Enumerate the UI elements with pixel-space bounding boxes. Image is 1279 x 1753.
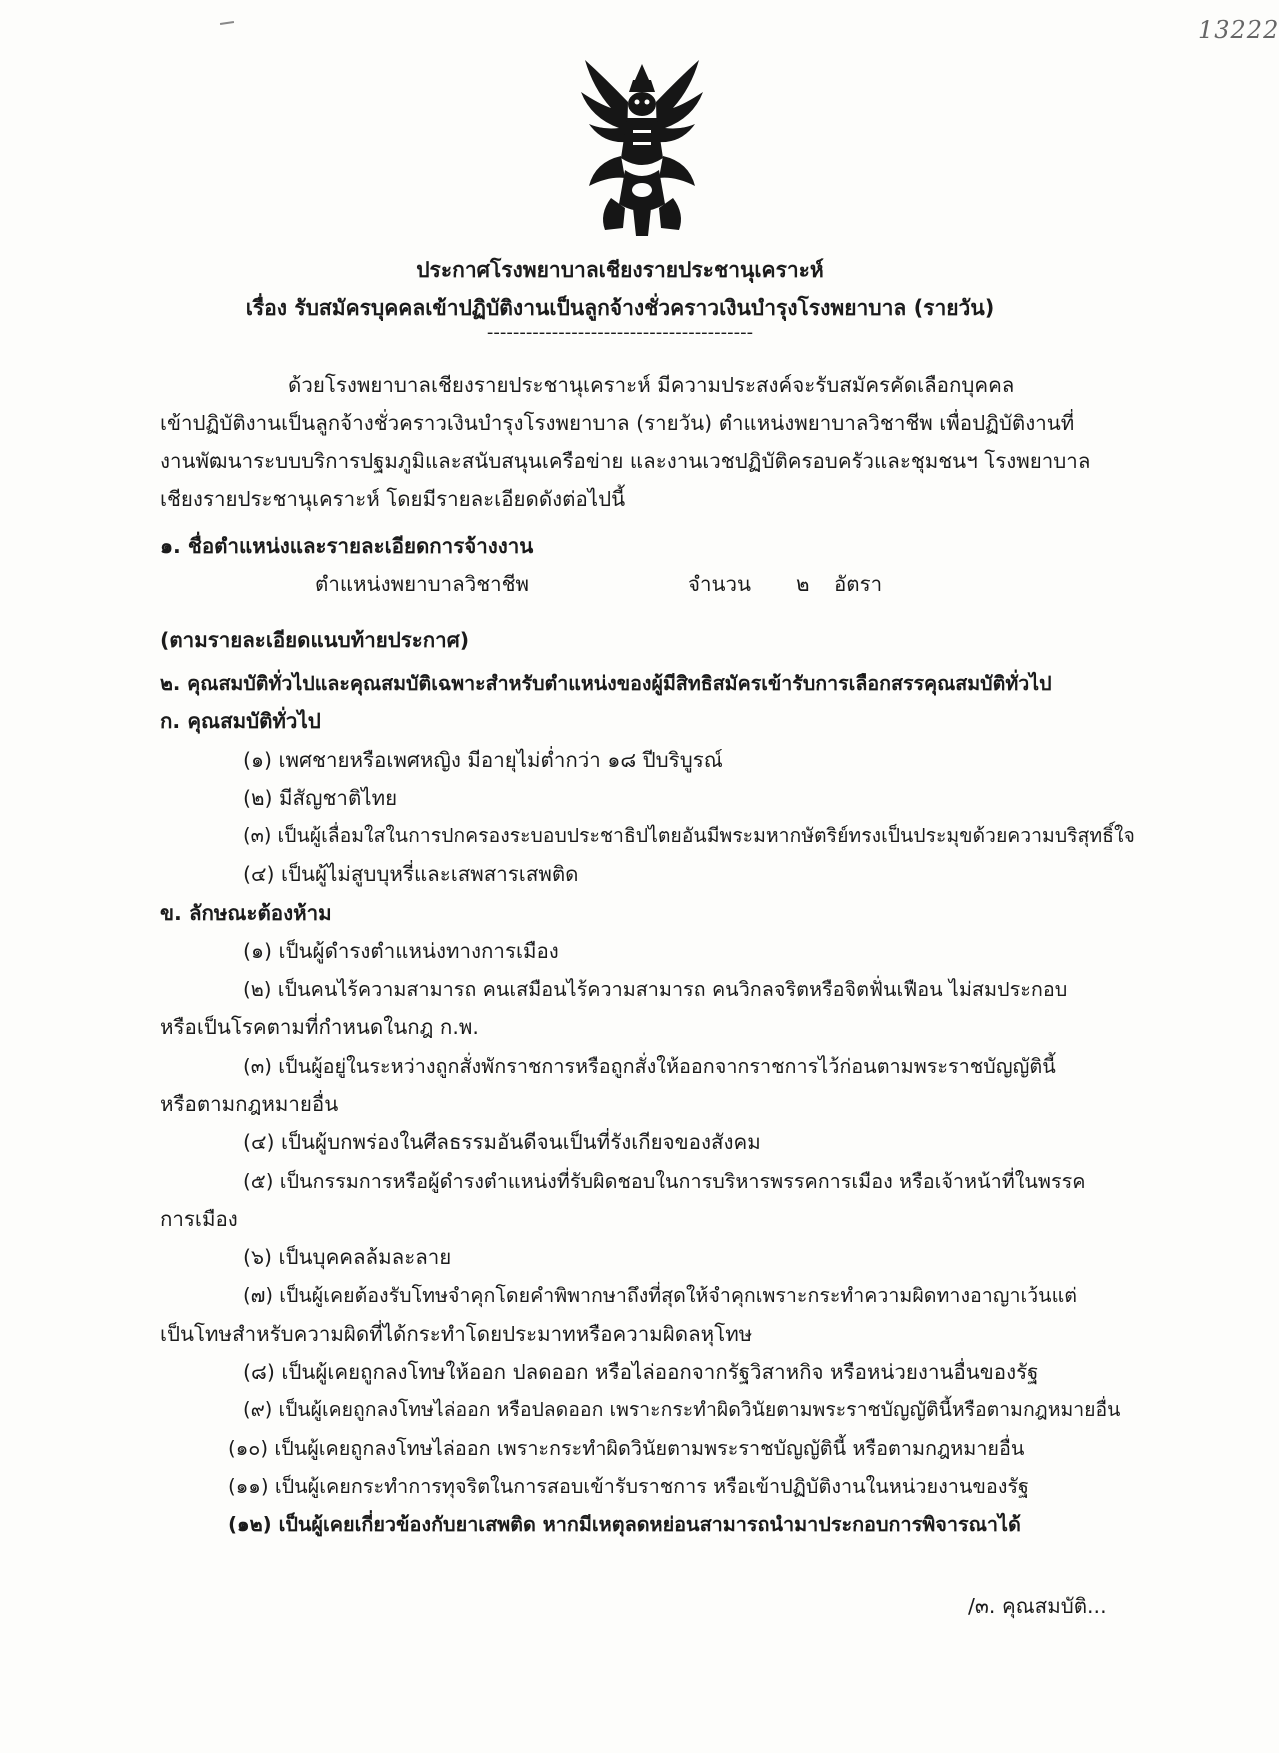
prohibited-item: (๔) เป็นผู้บกพร่องในศีลธรรมอันดีจนเป็นที่รังเกียจของสังคม [243,1130,761,1154]
general-item: (๔) เป็นผู้ไม่สูบบุหรี่และเสพสารเสพติด [243,862,579,886]
intro-line: งานพัฒนาระบบบริการปฐมภูมิและสนับสนุนเครือข่าย และงานเวชปฏิบัติครอบครัวและชุมชนฯ โรงพยาบาล [160,449,1091,473]
prohibited-heading: ข. ลักษณะต้องห้าม [160,901,332,925]
intro-line: ด้วยโรงพยาบาลเชียงรายประชานุเคราะห์ มีความประสงค์จะรับสมัครคัดเลือกบุคคล [288,373,1015,397]
announcement-subject: เรื่อง รับสมัครบุคคลเข้าปฏิบัติงานเป็นลูกจ้างชั่วคราวเงินบำรุงโรงพยาบาล (รายวัน) [245,296,995,320]
general-item: (๒) มีสัญชาติไทย [243,786,398,810]
prohibited-item: (๒) เป็นคนไร้ความสามารถ คนเสมือนไร้ความสามารถ คนวิกลจริตหรือจิตฟั่นเฟือน ไม่สมประกอบ [243,978,1068,1001]
general-item: (๑) เพศชายหรือเพศหญิง มีอายุไม่ต่ำกว่า ๑๘ ปีบริบูรณ์ [243,748,723,772]
prohibited-item-cont: เป็นโทษสำหรับความผิดที่ได้กระทำโดยประมาทหรือความผิดลหุโทษ [160,1322,753,1346]
general-item: (๓) เป็นผู้เลื่อมใสในการปกครองระบอบประชาธิปไตยอันมีพระมหากษัตริย์ทรงเป็นประมุขด้วยความบริสุทธิ์ใจ [243,824,1135,847]
prohibited-item-cont: การเมือง [160,1207,238,1231]
section1-heading: ๑. ชื่อตำแหน่งและรายละเอียดการจ้างงาน [160,534,534,558]
prohibited-item: (๕) เป็นกรรมการหรือผู้ดำรงตำแหน่งที่รับผิดชอบในการบริหารพรรคการเมือง หรือเจ้าหน้าที่ในพรรค [243,1170,1086,1193]
continuation-note: /๓. คุณสมบัติ... [968,1594,1107,1618]
section2-heading: ๒. คุณสมบัติทั่วไปและคุณสมบัติเฉพาะสำหรับตำแหน่งของผู้มีสิทธิสมัครเข้ารับการเลือกสรรคุณสมบัติทั่วไป [160,672,1052,695]
count-value: ๒ [796,572,810,596]
prohibited-item: (๑๐) เป็นผู้เคยถูกลงโทษไล่ออก เพราะกระทำผิดวินัยตามพระราชบัญญัตินี้ หรือตามกฎหมายอื่น [228,1437,1025,1460]
stray-mark [220,21,234,25]
garuda-emblem [575,58,710,240]
prohibited-item: (๑) เป็นผู้ดำรงตำแหน่งทางการเมือง [243,939,559,963]
prohibited-item: (๗) เป็นผู้เคยต้องรับโทษจำคุกโดยคำพิพากษาถึงที่สุดให้จำคุกเพราะกระทำความผิดทางอาญาเว้นแต่ [243,1284,1077,1307]
prohibited-item: (๑๑) เป็นผู้เคยกระทำการทุจริตในการสอบเข้ารับราชการ หรือเข้าปฏิบัติงานในหน่วยงานของรัฐ [228,1475,1029,1498]
count-unit: อัตรา [834,572,883,596]
prohibited-item: (๑๒) เป็นผู้เคยเกี่ยวข้องกับยาเสพติด หากมีเหตุลดหย่อนสามารถนำมาประกอบการพิจารณาได้ [228,1513,1021,1536]
prohibited-item: (๓) เป็นผู้อยู่ในระหว่างถูกสั่งพักราชการหรือถูกสั่งให้ออกจากราชการไว้ก่อนตามพระราชบัญญัตินี้ [243,1055,1056,1078]
announcement-title: ประกาศโรงพยาบาลเชียงรายประชานุเคราะห์ [416,258,824,282]
count-label: จำนวน [688,572,752,596]
position-name: ตำแหน่งพยาบาลวิชาชีพ [315,572,530,596]
prohibited-item: (๘) เป็นผู้เคยถูกลงโทษให้ออก ปลดออก หรือไล่ออกจากรัฐวิสาหกิจ หรือหน่วยงานอื่นของรัฐ [243,1360,1039,1384]
intro-paragraph [160,366,1110,518]
detail-note: (ตามรายละเอียดแนบท้ายประกาศ) [160,628,470,652]
intro-line: เข้าปฏิบัติงานเป็นลูกจ้างชั่วคราวเงินบำรุงโรงพยาบาล (รายวัน) ตำแหน่งพยาบาลวิชาชีพ เพื่อปฏิบัติงานที่ [160,411,1075,435]
separator-line: ----------------------------------------- [486,322,754,343]
intro-line: เชียงรายประชานุเคราะห์ โดยมีรายละเอียดดังต่อไปนี้ [160,487,626,511]
prohibited-item: (๖) เป็นบุคคลล้มละลาย [243,1245,452,1269]
prohibited-item-cont: หรือตามกฎหมายอื่น [160,1092,339,1116]
prohibited-item-cont: หรือเป็นโรคตามที่กำหนดในกฎ ก.พ. [160,1015,479,1039]
handwritten-number: 13222 [1198,16,1279,44]
general-heading: ก. คุณสมบัติทั่วไป [160,709,321,733]
prohibited-item: (๙) เป็นผู้เคยถูกลงโทษไล่ออก หรือปลดออก เพราะกระทำผิดวินัยตามพระราชบัญญัตินี้หรือตามกฎหมายอื่น [243,1398,1121,1421]
